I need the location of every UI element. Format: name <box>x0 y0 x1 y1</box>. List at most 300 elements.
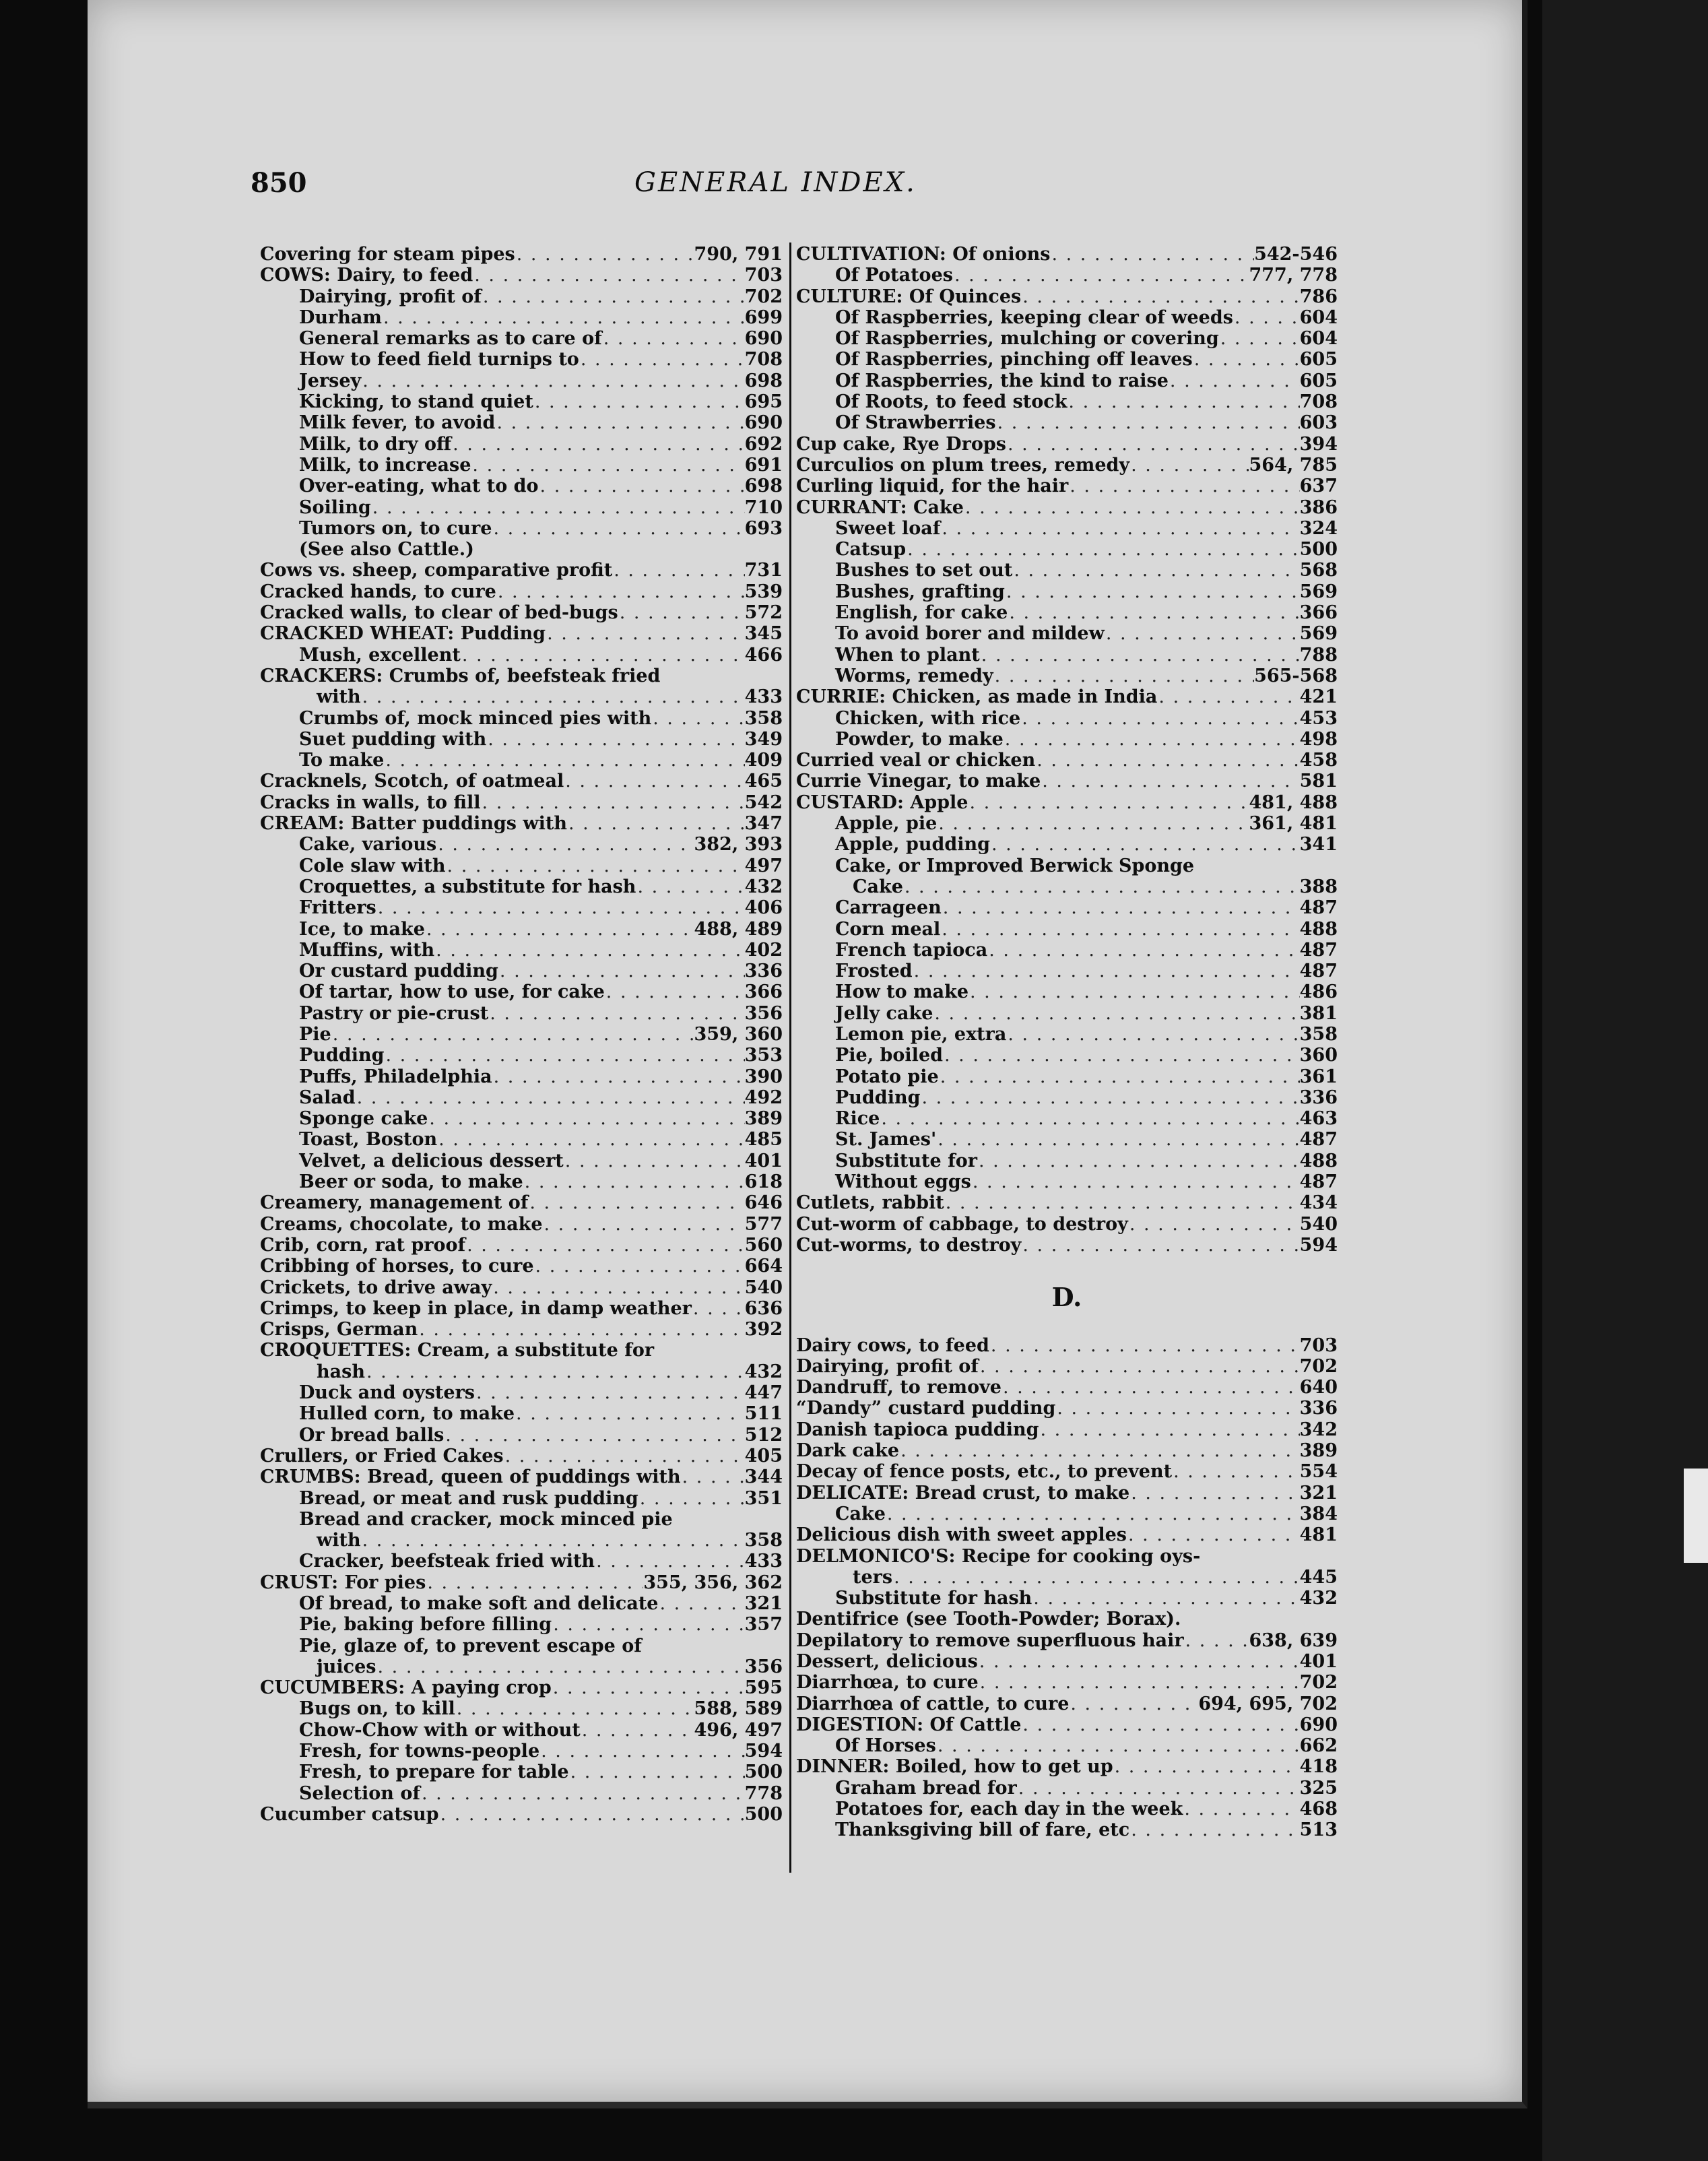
dot-leader <box>1172 1461 1300 1482</box>
dot-leader <box>636 876 744 897</box>
entry-term: To make <box>299 750 385 771</box>
index-entry <box>260 1087 783 1108</box>
index-entry <box>796 412 1338 433</box>
dot-leader <box>980 645 1300 666</box>
entry-page-refs: 401 <box>1299 1651 1338 1672</box>
index-entry <box>796 497 1338 518</box>
index-entry <box>260 391 783 412</box>
entry-page-refs: 698 <box>744 476 783 497</box>
dot-leader <box>944 1192 1300 1213</box>
index-entry <box>796 1151 1338 1171</box>
index-entry <box>796 961 1338 981</box>
entry-page-refs: 336 <box>1299 1087 1338 1108</box>
entry-term: Decay of fence posts, etc., to prevent <box>796 1461 1173 1483</box>
dot-leader <box>1050 244 1254 265</box>
entry-page-refs: 500 <box>744 1762 783 1783</box>
dot-leader <box>492 1277 744 1298</box>
entry-term: Substitute for hash <box>835 1588 1032 1609</box>
dot-leader <box>564 771 744 792</box>
entry-term: Cake, or Improved Berwick Sponge <box>835 855 1195 876</box>
entry-page-refs: 572 <box>744 602 783 624</box>
entry-term: Mush, excellent <box>299 644 461 666</box>
entry-term: Potato pie <box>835 1066 939 1087</box>
entry-page-refs: 445 <box>1299 1566 1338 1588</box>
index-entry <box>260 1720 783 1741</box>
entry-page-refs: 349 <box>744 728 783 750</box>
entry-term: Of bread, to make soft and delicate <box>299 1593 659 1614</box>
entry-term: Milk, to increase <box>299 454 471 476</box>
entry-page-refs: 702 <box>1299 1355 1338 1377</box>
dot-leader <box>444 1425 744 1446</box>
entry-page-refs: 788 <box>1299 644 1338 666</box>
dot-leader <box>933 1003 1299 1024</box>
entry-term: CRACKERS: Crumbs of, beefsteak fried <box>260 665 661 686</box>
entry-term: Of Raspberries, pinching off leaves <box>835 349 1193 370</box>
dot-leader <box>612 560 744 581</box>
entry-page-refs: 500 <box>1299 539 1338 560</box>
index-entry <box>796 1567 1338 1588</box>
entry-page-refs: 662 <box>1299 1735 1338 1757</box>
entry-page-refs: 786 <box>1299 286 1338 307</box>
entry-page-refs: 487 <box>1299 961 1338 982</box>
index-entry <box>796 729 1338 750</box>
entry-page-refs: 321 <box>744 1593 783 1614</box>
entry-page-refs: 389 <box>744 1108 783 1130</box>
entry-page-refs: 421 <box>1299 686 1338 708</box>
entry-term: Dairying, profit of <box>796 1355 979 1377</box>
dot-leader <box>579 349 745 370</box>
facing-page-fragment <box>1684 1469 1708 1563</box>
entry-page-refs: 540 <box>744 1277 783 1298</box>
index-entry <box>796 1819 1338 1840</box>
index-entry <box>260 1403 783 1424</box>
index-entry <box>260 1466 783 1487</box>
dot-leader <box>989 1335 1300 1356</box>
index-entry <box>260 1741 783 1762</box>
index-entry <box>796 1214 1338 1235</box>
dot-leader <box>488 1003 744 1024</box>
index-entry <box>260 686 783 707</box>
index-entry <box>796 560 1338 581</box>
dot-leader <box>638 1488 745 1509</box>
entry-term: Cucumber catsup <box>260 1803 439 1825</box>
entry-page-refs: 325 <box>1299 1777 1338 1799</box>
dot-leader <box>428 1108 744 1129</box>
dot-leader <box>564 1151 745 1171</box>
entry-page-refs: 492 <box>744 1087 783 1108</box>
entry-term: Delicious dish with sweet apples <box>796 1524 1127 1546</box>
index-entry <box>260 265 783 286</box>
entry-page-refs: 401 <box>744 1150 783 1171</box>
dot-leader <box>1008 602 1299 623</box>
index-entry <box>796 1483 1338 1504</box>
index-entry <box>796 518 1338 539</box>
entry-term: CUSTARD: Apple <box>796 792 968 813</box>
dot-leader <box>496 581 745 602</box>
entry-term: Covering for steam pipes <box>260 244 515 265</box>
dot-leader <box>581 1720 694 1741</box>
entry-term: CULTURE: Of Quinces <box>796 286 1022 307</box>
dot-leader <box>968 792 1249 813</box>
index-entry <box>260 1361 783 1382</box>
index-entry <box>796 1440 1338 1461</box>
entry-term: with <box>317 1530 361 1551</box>
index-entry <box>796 349 1338 370</box>
dot-leader <box>1183 1799 1299 1819</box>
entry-term: CROQUETTES: Cream, a substitute for <box>260 1340 655 1361</box>
index-entry <box>796 1377 1338 1398</box>
index-entry <box>260 1340 783 1361</box>
index-entry <box>796 286 1338 307</box>
dot-leader <box>376 897 745 918</box>
entry-term: Tumors on, to cure <box>299 517 492 539</box>
index-entry <box>796 1735 1338 1756</box>
dot-leader <box>1129 1483 1299 1504</box>
dot-leader <box>1005 581 1300 602</box>
entry-page-refs: 694, 695, 702 <box>1198 1693 1338 1714</box>
entry-page-refs: 512 <box>744 1424 783 1446</box>
entry-term: Muffins, with <box>299 939 435 961</box>
dot-leader <box>552 1677 745 1698</box>
entry-page-refs: 594 <box>1299 1234 1338 1256</box>
entry-page-refs: 640 <box>1299 1377 1338 1398</box>
entry-term: CULTIVATION: Of onions <box>796 244 1051 265</box>
index-entry <box>796 1335 1338 1356</box>
entry-page-refs: 366 <box>744 981 783 1003</box>
entry-page-refs: 496, 497 <box>694 1719 783 1741</box>
index-entry <box>796 391 1338 412</box>
entry-term: Ice, to make <box>299 918 425 940</box>
dot-leader <box>486 729 744 750</box>
dot-leader <box>356 1087 745 1108</box>
dot-leader <box>605 981 745 1002</box>
dot-leader <box>371 497 745 518</box>
dot-leader <box>1012 560 1299 581</box>
entry-term: How to make <box>835 981 968 1003</box>
entry-page-refs: 595 <box>744 1677 783 1699</box>
dot-leader <box>1069 1694 1198 1714</box>
entry-page-refs: 336 <box>1299 1398 1338 1419</box>
entry-page-refs: 466 <box>744 644 783 666</box>
dot-leader <box>1105 623 1300 644</box>
entry-term: Pie, glaze of, to prevent escape of <box>299 1635 642 1656</box>
index-entry <box>260 1488 783 1509</box>
entry-page-refs: 347 <box>744 813 783 835</box>
dot-leader <box>658 1593 744 1614</box>
dot-leader <box>964 497 1300 518</box>
entry-page-refs: 432 <box>744 876 783 897</box>
entry-term: Curculios on plum trees, remedy <box>796 454 1130 476</box>
entry-page-refs: 690 <box>744 412 783 434</box>
entry-page-refs: 344 <box>744 1466 783 1488</box>
entry-term: Rice <box>835 1108 880 1130</box>
entry-term: juices <box>317 1656 376 1677</box>
dot-leader <box>979 1356 1300 1377</box>
entry-page-refs: 458 <box>1299 750 1338 771</box>
dot-leader <box>979 1672 1300 1693</box>
index-entry <box>796 1799 1338 1819</box>
index-entry <box>796 1778 1338 1799</box>
dot-leader <box>533 391 745 412</box>
entry-term: Curling liquid, for the hair <box>796 476 1069 497</box>
entry-term: Bushes to set out <box>835 560 1013 581</box>
index-entry <box>796 1129 1338 1150</box>
dot-leader <box>1001 1377 1300 1398</box>
entry-page-refs: 389 <box>1299 1440 1338 1462</box>
dot-leader <box>1039 1419 1300 1440</box>
entry-term: Pudding <box>835 1087 921 1108</box>
index-entry <box>796 581 1338 602</box>
dot-leader <box>1006 434 1300 455</box>
entry-term: Dessert, delicious <box>796 1651 978 1672</box>
index-entry <box>260 1003 783 1024</box>
dot-leader <box>528 1192 744 1213</box>
dot-leader <box>437 1129 745 1150</box>
index-entry <box>796 1714 1338 1735</box>
dot-leader <box>1169 370 1300 391</box>
dot-leader <box>936 1129 1299 1150</box>
entry-term: CUCUMBERS: A paying crop <box>260 1677 552 1699</box>
index-entry <box>796 834 1338 855</box>
index-entry <box>260 244 783 265</box>
entry-page-refs: 703 <box>1299 1334 1338 1356</box>
index-entry <box>796 1192 1338 1213</box>
entry-term: Potatoes for, each day in the week <box>835 1799 1183 1820</box>
dot-leader <box>436 834 694 855</box>
entry-page-refs: 341 <box>1299 834 1338 856</box>
entry-page-refs: 488, 489 <box>694 918 783 940</box>
entry-term: Of Raspberries, keeping clear of weeds <box>835 307 1233 328</box>
entry-page-refs: 405 <box>744 1445 783 1466</box>
entry-term: Carrageen <box>835 897 942 919</box>
entry-term: CRUST: For pies <box>260 1572 426 1593</box>
entry-term: Cut-worm of cabbage, to destroy <box>796 1213 1128 1235</box>
index-entry <box>260 897 783 918</box>
dot-leader <box>475 1382 745 1403</box>
index-entry <box>796 434 1338 455</box>
dot-leader <box>936 1735 1300 1756</box>
dot-leader <box>1035 750 1299 771</box>
entry-term: Cracks in walls, to fill <box>260 792 481 813</box>
dot-leader <box>1041 771 1299 792</box>
entry-page-refs: 356 <box>744 1656 783 1677</box>
entry-page-refs: 588, 589 <box>694 1698 783 1720</box>
entry-page-refs: 463 <box>1299 1108 1338 1130</box>
dot-leader <box>1021 286 1299 307</box>
entry-page-refs: 433 <box>744 686 783 708</box>
dot-leader <box>481 792 745 813</box>
index-entry <box>796 1546 1338 1567</box>
dot-leader <box>331 1024 694 1045</box>
index-entry <box>796 602 1338 623</box>
dot-leader <box>539 476 745 496</box>
entry-term: Kicking, to stand quiet <box>299 391 533 413</box>
entry-page-refs: 358 <box>744 1530 783 1551</box>
entry-page-refs: 708 <box>744 349 783 370</box>
entry-term: Cup cake, Rye Drops <box>796 433 1006 455</box>
dot-leader <box>899 1440 1300 1461</box>
dot-leader <box>1004 729 1300 750</box>
index-entry <box>260 1151 783 1171</box>
index-entry <box>796 645 1338 666</box>
index-entry <box>260 307 783 328</box>
entry-page-refs: 564, 785 <box>1249 454 1338 476</box>
dot-leader <box>420 1783 745 1804</box>
entry-term: Crickets, to drive away <box>260 1277 492 1298</box>
index-entry <box>260 961 783 981</box>
entry-page-refs: 695 <box>744 391 783 413</box>
entry-term: Substitute for <box>835 1150 977 1171</box>
index-entry <box>260 1256 783 1277</box>
dot-leader <box>903 876 1300 897</box>
dot-leader <box>361 1530 745 1551</box>
dot-leader <box>446 856 745 876</box>
entry-page-refs: 361 <box>1299 1066 1338 1087</box>
entry-page-refs: 361, 481 <box>1249 813 1338 835</box>
entry-page-refs: 353 <box>744 1045 783 1066</box>
index-section-c-continued <box>796 244 1338 1256</box>
index-entry <box>796 1235 1338 1256</box>
entry-page-refs: 605 <box>1299 370 1338 391</box>
entry-term: St. James' <box>835 1129 937 1151</box>
entry-page-refs: 511 <box>744 1403 783 1425</box>
index-entry <box>796 813 1338 834</box>
dot-leader <box>1193 349 1300 370</box>
entry-page-refs: 392 <box>744 1319 783 1341</box>
entry-page-refs: 702 <box>1299 1672 1338 1694</box>
entry-term: Beer or soda, to make <box>299 1171 523 1193</box>
index-entry <box>260 834 783 855</box>
entry-term: Fresh, for towns-people <box>299 1741 540 1762</box>
entry-term: Salad <box>299 1087 356 1108</box>
dot-leader <box>892 1567 1300 1588</box>
page-number: 850 <box>251 167 307 199</box>
index-entry <box>260 1319 783 1340</box>
index-entry <box>260 455 783 476</box>
entry-term: Danish tapioca pudding <box>796 1419 1039 1440</box>
entry-term: Of tartar, how to use, for cake <box>299 981 605 1003</box>
entry-term: Dairy cows, to feed <box>796 1334 989 1356</box>
dot-leader <box>515 244 694 265</box>
index-entry <box>796 265 1338 286</box>
dot-leader <box>543 1214 745 1235</box>
entry-page-refs: 569 <box>1299 623 1338 645</box>
column-divider <box>789 243 791 1873</box>
index-entry <box>796 1045 1338 1066</box>
dot-leader <box>971 1171 1300 1192</box>
entry-page-refs: 453 <box>1299 707 1338 729</box>
entry-page-refs: 500 <box>744 1803 783 1825</box>
index-entry <box>260 1509 783 1530</box>
entry-term: Pie <box>299 1023 331 1045</box>
entry-page-refs: 690 <box>744 328 783 350</box>
dot-leader <box>361 370 744 391</box>
entry-term: Of Raspberries, the kind to raise <box>835 370 1169 391</box>
index-entry <box>260 666 783 686</box>
index-entry <box>796 1461 1338 1482</box>
entry-page-refs: 778 <box>744 1782 783 1804</box>
entry-page-refs: 691 <box>744 454 783 476</box>
entry-term: Depilatory to remove superfluous hair <box>796 1630 1184 1651</box>
entry-term: Cribbing of horses, to cure <box>260 1256 534 1277</box>
dot-leader <box>940 518 1299 539</box>
entry-page-refs: 434 <box>1299 1192 1338 1214</box>
entry-term: Of Horses <box>835 1735 936 1757</box>
entry-term: Crullers, or Fried Cakes <box>260 1445 504 1466</box>
index-entry <box>260 771 783 792</box>
index-entry <box>260 708 783 729</box>
index-entry <box>260 729 783 750</box>
entry-page-refs: 554 <box>1299 1461 1338 1483</box>
dot-leader <box>1021 1235 1299 1256</box>
entry-page-refs: 481, 488 <box>1249 792 1338 813</box>
index-entry <box>260 370 783 391</box>
entry-page-refs: 594 <box>744 1741 783 1762</box>
entry-term: Pie, boiled <box>835 1045 943 1066</box>
entry-page-refs: 637 <box>1299 476 1338 497</box>
index-entry <box>260 1425 783 1446</box>
index-entry <box>260 328 783 349</box>
index-entry <box>796 1356 1338 1377</box>
entry-term: Creams, chocolate, to make <box>260 1213 543 1235</box>
entry-term: Dentifrice (see Tooth-Powder; Borax). <box>796 1609 1181 1630</box>
entry-page-refs: 540 <box>1299 1213 1338 1235</box>
entry-term: Creamery, management of <box>260 1192 529 1214</box>
entry-term: Apple, pie <box>835 813 938 835</box>
entry-term: Graham bread for <box>835 1777 1017 1799</box>
entry-term: Catsup <box>835 539 907 560</box>
entry-term: Cake <box>835 1503 886 1524</box>
dot-leader <box>1128 1214 1300 1235</box>
entry-page-refs: 388 <box>1299 876 1338 897</box>
entry-page-refs: 664 <box>744 1256 783 1277</box>
entry-page-refs: 702 <box>744 286 783 307</box>
entry-term: Cutlets, rabbit <box>796 1192 944 1214</box>
entry-page-refs: 699 <box>744 307 783 328</box>
entry-term: Of Roots, to feed stock <box>835 391 1068 413</box>
entry-page-refs: 542-546 <box>1254 244 1338 265</box>
entry-term: Bread, or meat and rusk pudding <box>299 1487 638 1509</box>
dot-leader <box>602 328 745 349</box>
index-entry <box>260 581 783 602</box>
entry-page-refs: 358 <box>1299 1023 1338 1045</box>
entry-term: Apple, pudding <box>835 834 990 856</box>
dot-leader <box>418 1319 744 1340</box>
index-entry <box>796 1694 1338 1714</box>
index-entry <box>260 1024 783 1045</box>
entry-page-refs: 487 <box>1299 897 1338 919</box>
entry-term: Lemon pie, extra <box>835 1023 1007 1045</box>
entry-term: Curried veal or chicken <box>796 750 1036 771</box>
entry-term: (See also Cattle.) <box>299 539 474 560</box>
entry-term: Soiling <box>299 496 371 518</box>
entry-term: Of Strawberries <box>835 412 996 434</box>
entry-page-refs: 568 <box>1299 560 1338 581</box>
index-entry <box>260 1277 783 1298</box>
index-entry <box>796 539 1338 560</box>
dot-leader <box>384 750 744 771</box>
dot-leader <box>382 307 745 328</box>
index-entry <box>260 1804 783 1825</box>
entry-page-refs: 481 <box>1299 1524 1338 1546</box>
index-entry <box>260 1066 783 1087</box>
index-column-right <box>796 244 1338 1841</box>
entry-page-refs: 488 <box>1299 918 1338 940</box>
index-entry <box>796 1630 1338 1651</box>
index-entry <box>796 666 1338 686</box>
entry-term: DELMONICO'S: Recipe for cooking oys- <box>796 1545 1201 1567</box>
entry-term: Hulled corn, to make <box>299 1403 515 1425</box>
